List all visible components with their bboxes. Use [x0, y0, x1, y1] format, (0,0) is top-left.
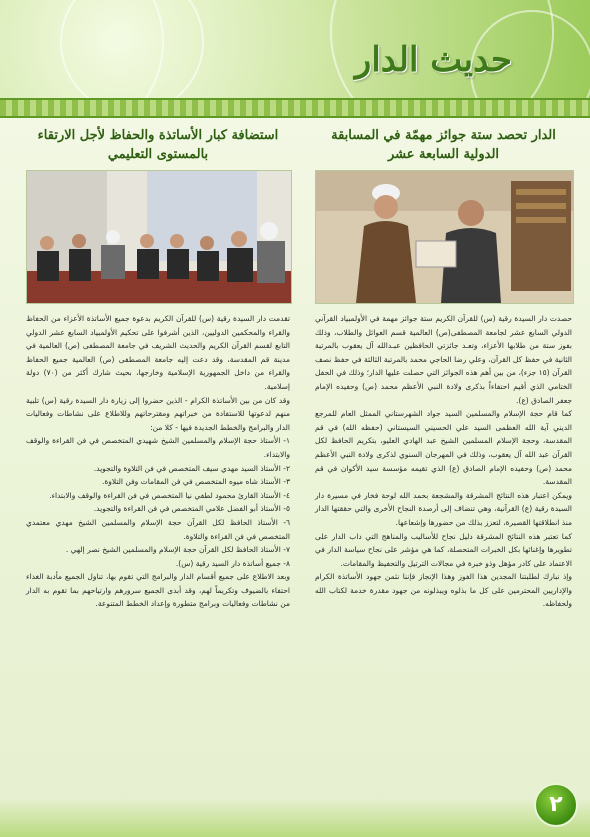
page-header — [0, 0, 590, 98]
paragraph: وإذ نبارك لطلبتنا المجدين هذا الفوز وهذا الإنجاز فإننا نثمن جهود الأساتذة الكرام والإداريين المحترمين على كل ما بذلوه ويبذلونه من جهود مقدرة خدمة لكتاب الله ولحفاظه. — [315, 572, 572, 609]
guests-photo-illustration — [27, 171, 291, 303]
list-item: ٦- الأستاذ الحافظ لكل القرآن حجة الإسلام والمسلمين الشيخ مهدي معتمدي المتخصص في فن القراءة والتلاوة. — [26, 517, 290, 541]
paragraph: وقد كان من بين الأساتذة الكرام - الذين حضروا إلى زيارة دار السيدة رقية (س) تلبية منهم لدعوتها للاستفادة من خبراتهم ومقترحاتهم وللاطلاع على نشاطات وفعاليات الدار والبرامج والخطط الجديدة فيها - كلا من: — [26, 395, 290, 432]
paragraph: تقدمت دار السيدة رقية (س) للقرآن الكريم بدعوة جميع الأساتذة الأعزاء من الحفاظ والقراء والمحكمين الدوليين، الذين أشرفوا على تحكيم الأولمبياد السابع عشر الدولي التابع لقسم القرآن الكريم والحديث الشريف في جامعة المصطفى (ص) العالمية في مدينة قم المقدسة، وقد دعت إليه جامعة المصطفى (ص) العالمية جميع الحفاظ والقراء من داخل الجمهورية الإسلامية وخارجها، بحيث شارك أكثر من (٧٠) دولة إسلامية. — [26, 314, 290, 391]
list-item: ٣- الأستاذ شاه ميوه المتخصص في فن المقامات وفن التلاوة. — [101, 477, 290, 487]
right-article-headline: الدار تحصد ستة جوائز مهمّة في المسابقة الدولية السابعة عشر — [331, 128, 556, 162]
left-article-body — [26, 312, 290, 611]
paragraph: ويمكن اعتبار هذه النتائج المشرقة والمشجعة بحمد الله لوحة فخار في مسيرة دار السيدة رقية (ع) القرآنية، وهي تنضاف إلى أرصدة النجاح الأخرى والتي حققتها الدار منذ انطلاقتها القصيرة، لتعزز بذلك من حضورها وإشعاعها. — [315, 490, 572, 527]
paragraph: كما تعتبر هذه النتائج المشرقة دليل نجاح للأساليب والمناهج التي داب الدار على تطويرها وإغنائها بكل الخبرات المتحصلة، كما هي مؤشر على نجاح سياسة الدار في الاعتماد على كادر مؤهل وذو خبرة في مجالات الترتيل والتحفيظ والمقامات. — [315, 531, 572, 568]
award-photo-illustration — [316, 171, 573, 303]
page-footer — [0, 799, 590, 837]
paragraph: كما قام حجة الإسلام والمسلمين السيد جواد الشهرستاني الممثل العام للمرجع الديني آية الله العظمى السيد علي الحسيني السيستاني (حفظه الله) في قم المقدسة، وحجة الإسلام المسلمين الشيخ عبد الهادي العليو، بتكريم الحافظ لكل القرآن عبد الله آل يعقوب، وذلك في المهرجان السنوي لذكرى ولادة النبي الأعظم محمد (ص) وحفيده الإمام الصادق (ع) الذي تقيمه مؤسسة سيد الأكوان في قم المقدسة. — [315, 409, 572, 487]
paragraph: حصدت دار السيدة رقية (س) للقرآن الكريم ستة جوائز مهمة في الأولمبياد القرآني الدولي السابع عشر لجامعة المصطفى(ص) العالمية قسم العوائل والطلاب، وذلك بفوز ستة من طلابها الأعزاء، وتعـد جائزتي الحافظين عبـدالله آل يعقوب بالمرتبة الثانية في حفظ كل القرآن، وعلي رضا الحاجي محمد بالمرتبة الثالثة في حفظ نصف القرآن (١٥ جزء)، من بين أهم هذه الجوائز التي حصلت عليها الدار؛ وذلك في الحفل الختامي الذي أقيم احتفاءاً بذكرى ولادة النبي الأعظم محمد (ص) وحفيده الإمام جعفر الصادق (ع). — [315, 314, 572, 405]
list-item: ٥- الأستاذ أبو الفضل علامي المتخصص في فن القراءة والتجويد. — [93, 504, 290, 514]
left-article-headline: استضافة كبار الأساتذة والحفاظ لأجل الارتقاء بالمستوى التعليمي — [37, 128, 279, 162]
list-item: ٢- الأستاذ السيد مهدي سيف المتخصص في فن التلاوة والتجويد. — [93, 463, 290, 473]
list-item: ٨- جميع أساتذة دار السيد رقية (س). — [175, 558, 290, 568]
right-article-body — [315, 312, 572, 611]
section-title: حديث الدار — [354, 40, 512, 80]
right-article — [315, 118, 572, 611]
left-article — [26, 118, 290, 611]
award-photo — [315, 170, 574, 304]
list-item: ٤- الأستاذ القارئ محمود لطفي نيا المتخصص في فن القراءة والوقف والابتداء. — [49, 490, 290, 500]
guests-photo — [26, 170, 292, 304]
decorative-band — [0, 98, 590, 118]
list-item: ١- الأستاذ حجة الإسلام والمسلمين الشيخ شهيدي المتخصص في فن القراءة والوقف والابتداء. — [26, 436, 290, 459]
page-number-badge: ٢ — [534, 783, 578, 827]
list-item: ٧- الأستاذ الحافظ لكل القرآن حجة الإسلام والمسلمين الشيخ نصر إلهي . — [65, 545, 290, 555]
paragraph: وبعد الاطلاع على جميع أقسام الدار والبرامج التي تقوم بها، تناول الجميع مأدبة الغداء احتفاء بالضيوف وتكريماً لهم، وقد أبدى الجميع سرورهم وارتياحهم بما تقوم به الدار من نشاطات وفعاليات وبرامج متطورة وإعداد الخطط المتنوعة. — [26, 572, 290, 609]
